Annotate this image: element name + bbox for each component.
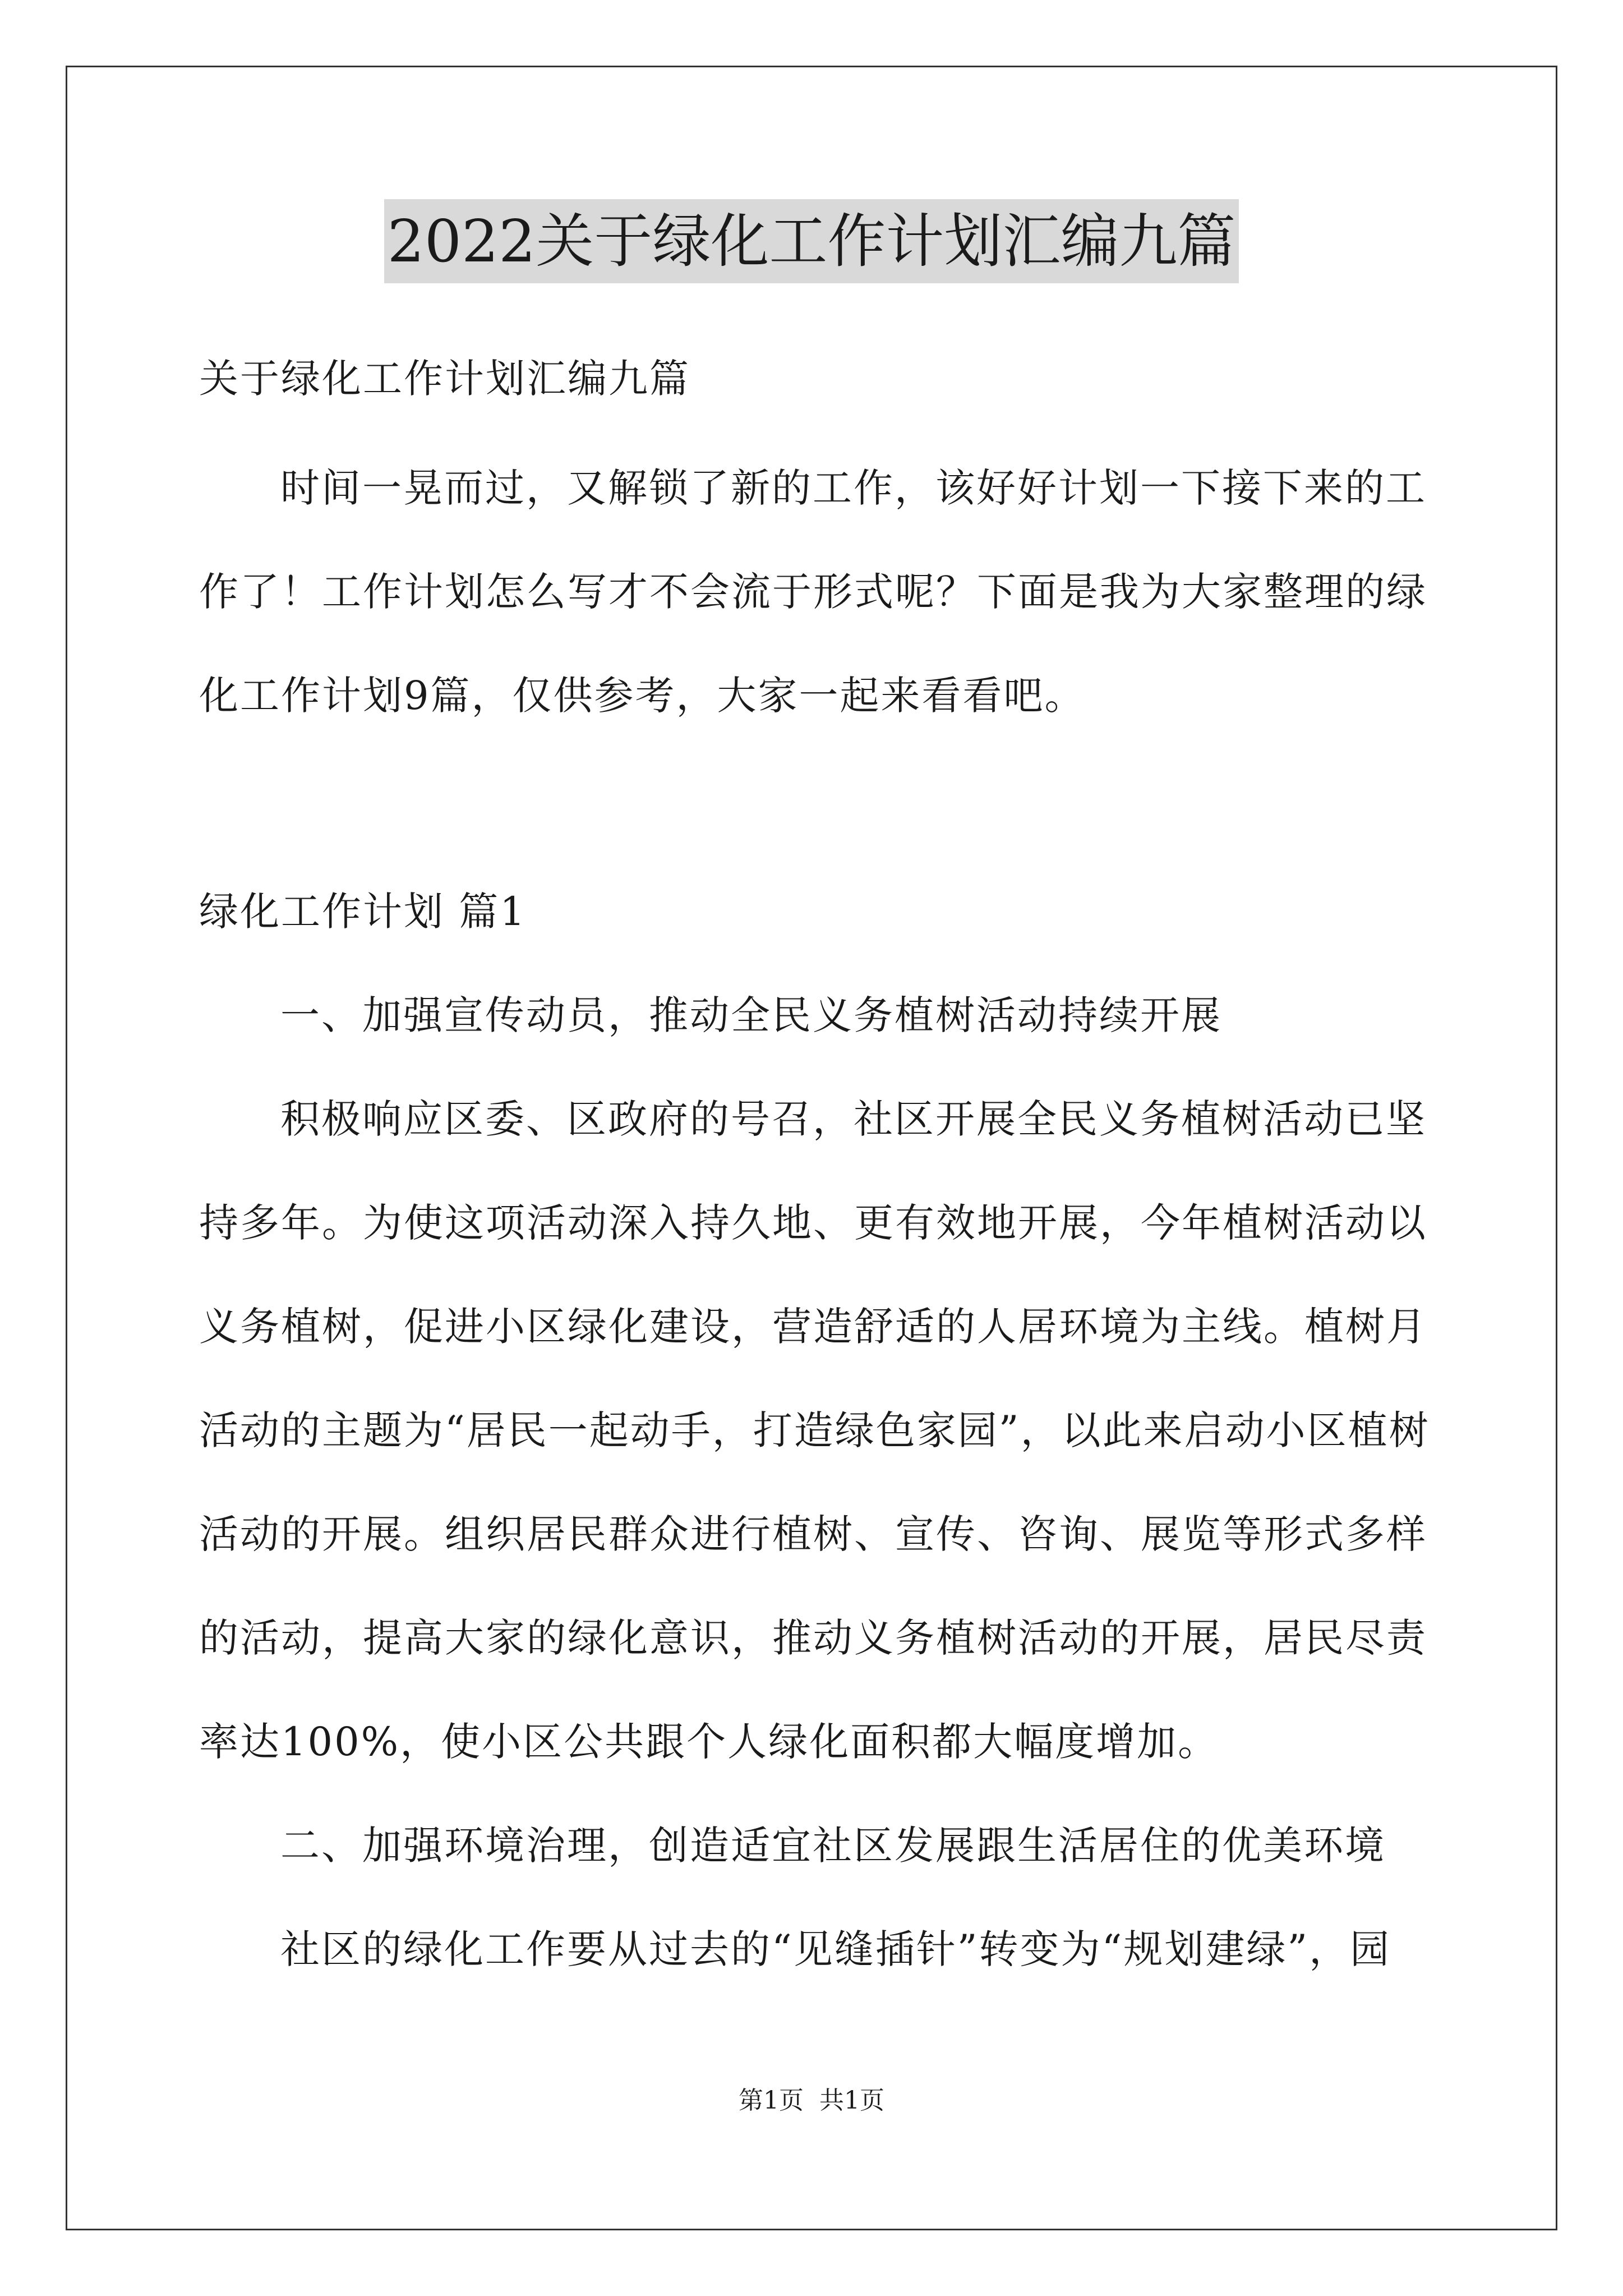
page-number-total: 共1页 [819,2086,884,2115]
paragraph-line: 社区的绿化工作要从过去的“见缝插针”转变为“规划建绿”，园 [280,1926,1391,1972]
paragraph-line: 积极响应区委、区政府的号召，社区开展全民义务植树活动已坚 [280,1096,1427,1142]
section-heading: 绿化工作计划 篇1 [199,889,527,935]
page-number-current: 第1页 [739,2086,804,2115]
paragraph-line: 率达100%，使小区公共跟个人绿化面积都大幅度增加。 [199,1719,1219,1765]
paragraph-line: 义务植树，促进小区绿化建设，营造舒适的人居环境为主线。植树月 [199,1304,1427,1350]
paragraph-line: 一、加强宣传动员，推动全民义务植树活动持续开展 [280,992,1222,1038]
paragraph-line: 作了！工作计划怎么写才不会流于形式呢？下面是我为大家整理的绿 [199,569,1427,615]
title-container [0,199,1623,283]
page-footer [0,2084,1623,2118]
subtitle-line: 关于绿化工作计划汇编九篇 [199,356,690,402]
paragraph-line: 化工作计划9篇，仅供参考，大家一起来看看吧。 [199,673,1086,719]
paragraph-line: 二、加强环境治理，创造适宜社区发展跟生活居住的优美环境 [280,1823,1386,1869]
paragraph-line: 活动的开展。组织居民群众进行植树、宣传、咨询、展览等形式多样 [199,1511,1427,1557]
paragraph-line: 时间一晃而过，又解锁了新的工作，该好好计划一下接下来的工 [280,465,1427,511]
paragraph-line: 的活动，提高大家的绿化意识，推动义务植树活动的开展，居民尽责 [199,1615,1427,1661]
document-title: 2022关于绿化工作计划汇编九篇 [384,199,1239,283]
paragraph-line: 持多年。为使这项活动深入持久地、更有效地开展，今年植树活动以 [199,1200,1427,1246]
paragraph-line: 活动的主题为“居民一起动手，打造绿色家园”，以此来启动小区植树 [199,1407,1430,1453]
